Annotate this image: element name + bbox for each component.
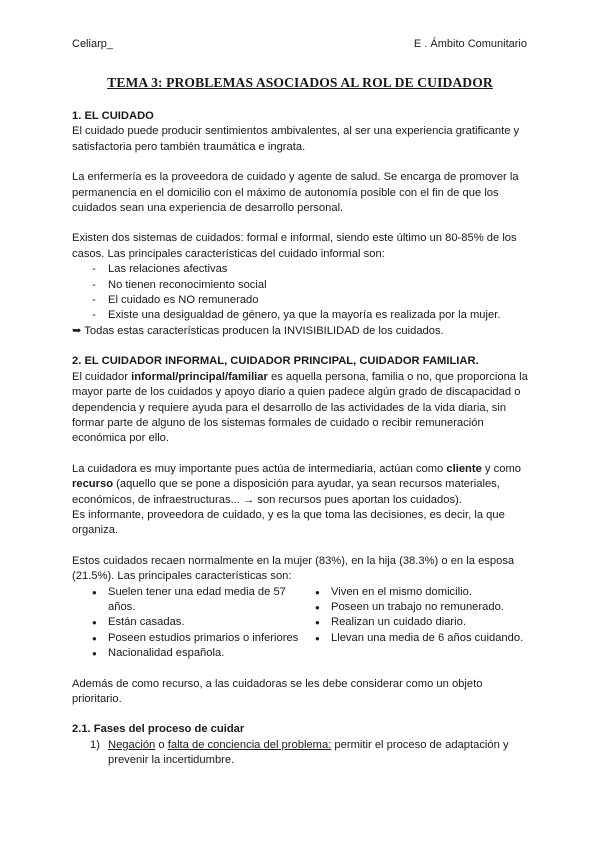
section-2-1-heading: 2.1. Fases del proceso de cuidar [72,723,245,736]
list-item: - El cuidado es NO remunerado [92,293,530,308]
section-1-paragraph-2: La enfermería es la proveedora de cuidado y agente de salud. Se encarga de promover la permanencia en el domicilio con el máximo de autonomía posible con el fin de que los cuidados sean una experiencia de desarrollo personal. [72,171,519,215]
invisibility-note: ➥ Todas estas características producen la INVISIBILIDAD de los cuidados. [72,324,444,337]
list-item: ● Nacionalidad española. [92,646,301,661]
list-item: ● Poseen un trabajo no remunerado. [315,600,530,615]
section-1-paragraph-3: Existen dos sistemas de cuidados: formal e informal, siendo este último un 80-85% de los casos. Las principales características del cuidado informal son: [72,232,517,260]
list-item: ● Están casadas. [92,615,301,630]
list-item: - Las relaciones afectivas [92,262,530,277]
list-item: - Existe una desigualdad de género, ya que la mayoría es realizada por la mujer. [92,308,530,323]
section-2-paragraph-1: El cuidador informal/principal/familiar es aquella persona, familia o no, que proporciona la mayor parte de los cuidados y apoyo diario a quien padece algún grado de discapacidad o dependencia y requiere ayuda para el desarrollo de las actividades de la vida diaria, sin formar parte de alguno de los sistemas formales de cuidado o recibir remuneración económica por ello. [72,370,528,445]
characteristics-left [72,585,301,662]
header-author: Celiarp_ [72,38,113,50]
list-item: - No tienen reconocimiento social [92,278,530,293]
section-2-paragraph-2: La cuidadora es muy importante pues actúa de intermediaria, actúan como cliente y como recurso (aquello que se pone a disposición para ayudar, ya sean recursos materiales, económicos, de infraestructuras... → son recursos pues aportan los cuidados). [72,462,521,506]
list-item: ● Llevan una media de 6 años cuidando. [315,631,530,646]
characteristics-right [301,585,530,662]
characteristics-columns [72,585,530,662]
section-2-paragraph-3: Estos cuidados recaen normalmente en la mujer (83%), en la hija (38.3%) o en la esposa (21.5%). Las principales características son: [72,554,515,583]
section-2-heading: 2. EL CUIDADOR INFORMAL, CUIDADOR PRINCIPAL, CUIDADOR FAMILIAR. [72,355,479,368]
section-1-heading: 1. EL CUIDADO [72,110,154,122]
document-body [72,109,530,769]
informal-care-list [72,262,530,324]
list-item: 1) Negación o falta de conciencia del problema: permitir el proceso de adaptación y prevenir la incertidumbre. [90,738,509,767]
section-2-paragraph-2b: Es informante, proveedora de cuidado, y es la que toma las decisiones, es decir, la que organiza. [72,508,505,537]
section-1-paragraph-1: El cuidado puede producir sentimientos ambivalentes, al ser una experiencia gratificante y satisfactoria pero también traumática e ingrata. [72,125,520,153]
list-item: ● Suelen tener una edad media de 57 años. [92,585,301,616]
phases-list [72,738,530,769]
section-2-paragraph-4: Además de como recurso, a las cuidadoras se les debe considerar como un objeto prioritario. [72,677,483,705]
header-subject: E . Ámbito Comunitario [413,38,527,50]
list-item: ● Realizan un cuidado diario. [315,615,530,630]
list-item: ● Viven en el mismo domicilio. [315,585,530,600]
bold-term-cliente: cliente [446,462,482,475]
page-title: TEMA 3: PROBLEMAS ASOCIADOS AL ROL DE CUIDADOR [107,75,493,90]
bold-term-recurso: recurso [72,478,114,491]
list-item: ● Poseen estudios primarios o inferiores [92,631,301,646]
bold-term: informal/principal/familiar [131,370,268,383]
